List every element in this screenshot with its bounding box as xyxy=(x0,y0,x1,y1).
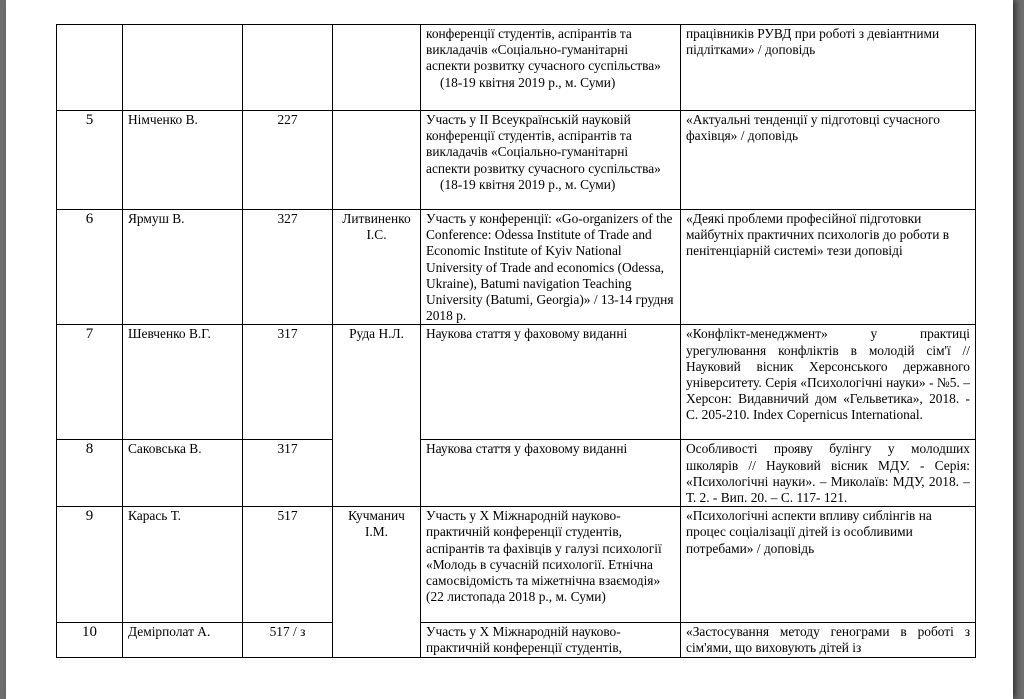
row-number xyxy=(57,25,123,111)
supervisor: Литвиненко І.С. xyxy=(333,210,421,325)
document-page xyxy=(6,0,1013,699)
row-number: 7 xyxy=(57,325,123,440)
group-number: 327 xyxy=(243,210,333,325)
result-text: працівників РУВД при роботі з девіантними підлітками» / доповідь xyxy=(681,25,976,111)
row-number: 5 xyxy=(57,111,123,210)
result-text: «Застосування методу генограми в роботі з сім'ями, що виховують дітей із xyxy=(681,623,976,657)
student-name: Ярмуш В. xyxy=(123,210,243,325)
group-number: 227 xyxy=(243,111,333,210)
table-row xyxy=(57,111,976,210)
table-row xyxy=(57,507,976,623)
student-name: Шевченко В.Г. xyxy=(123,325,243,440)
event-text: Участь у X Міжнародній науково-практичній конференції студентів, xyxy=(421,623,681,657)
supervisor xyxy=(333,25,421,111)
student-name: Німченко В. xyxy=(123,111,243,210)
group-number: 317 xyxy=(243,440,333,507)
group-number: 517 / з xyxy=(243,623,333,657)
table-row xyxy=(57,440,976,507)
event-cell xyxy=(421,111,681,210)
table-row xyxy=(57,210,976,325)
group-number: 517 xyxy=(243,507,333,623)
row-number: 6 xyxy=(57,210,123,325)
event-date: (18-19 квітня 2019 р., м. Суми) xyxy=(440,74,616,90)
event-cell xyxy=(421,25,681,111)
event-text: конференції студентів, аспірантів та викладачів «Соціально-гуманітарні аспекти розвитку сучасного суспільства» xyxy=(426,26,661,74)
supervisor: Кучманич І.М. xyxy=(333,507,421,657)
student-name: Саковська В. xyxy=(123,440,243,507)
result-text: Особливості прояву булінгу у молодших школярів // Науковий вісник МДУ. - Серія: «Психологічні науки». – Миколаїв: МДУ, 2018. – Т. 2. - Вип. 20. – С. 117- 121. xyxy=(681,440,976,507)
event-text: Участь у конференції: «Go-organizers of the Conference: Odessa Institute of Trade and Economic Institute of Kyiv National University of Trade and economics (Odessa, Ukraine), Batumi navigation Teaching University (Batumi, Georgia)» / 13-14 грудня 2018 р. xyxy=(421,210,681,325)
supervisor xyxy=(333,111,421,210)
table-row xyxy=(57,25,976,111)
event-date: (18-19 квітня 2019 р., м. Суми) xyxy=(440,176,616,192)
event-text: Наукова стаття у фаховому виданні xyxy=(421,325,681,440)
student-name: Карась Т. xyxy=(123,507,243,623)
student-name: Демірполат А. xyxy=(123,623,243,657)
student-name xyxy=(123,25,243,111)
student-research-table xyxy=(56,24,976,658)
table-row xyxy=(57,623,976,657)
row-number: 9 xyxy=(57,507,123,623)
result-text: «Деякі проблеми професійної підготовки майбутніх практичних психологів до роботи в пенітенціарній системі» тези доповіді xyxy=(681,210,976,325)
event-text: Участь у X Міжнародній науково-практичній конференції студентів, аспірантів та фахівців у галузі психології «Молодь в сучасній психології. Етнічна самосвідомість та міжетнічна взаємодія» (22 листопада 2018 р., м. Суми) xyxy=(421,507,681,623)
event-text: Участь у II Всеукраїнській науковій конференції студентів, аспірантів та викладачів «Соціально-гуманітарні аспекти розвитку сучасного суспільства» xyxy=(426,112,661,176)
result-text: «Психологічні аспекти впливу сиблінгів на процес соціалізації дітей із особливими потребами» / доповідь xyxy=(681,507,976,623)
result-text: «Конфлікт-менеджмент» у практиці урегулювання конфліктів в молодій сім'ї // Науковий вісник Херсонського державного університету. Серія «Психологічні науки» - №5. – Херсон: Видавничий дом «Гельветика», 2018. - С. 205-210. Index Copernicus International. xyxy=(681,325,976,440)
group-number xyxy=(243,25,333,111)
group-number: 317 xyxy=(243,325,333,440)
row-number: 8 xyxy=(57,440,123,507)
table-row xyxy=(57,325,976,440)
event-text: Наукова стаття у фаховому виданні xyxy=(421,440,681,507)
supervisor: Руда Н.Л. xyxy=(333,325,421,507)
row-number: 10 xyxy=(57,623,123,657)
result-text: «Актуальні тенденції у підготовці сучасного фахівця» / доповідь xyxy=(681,111,976,210)
